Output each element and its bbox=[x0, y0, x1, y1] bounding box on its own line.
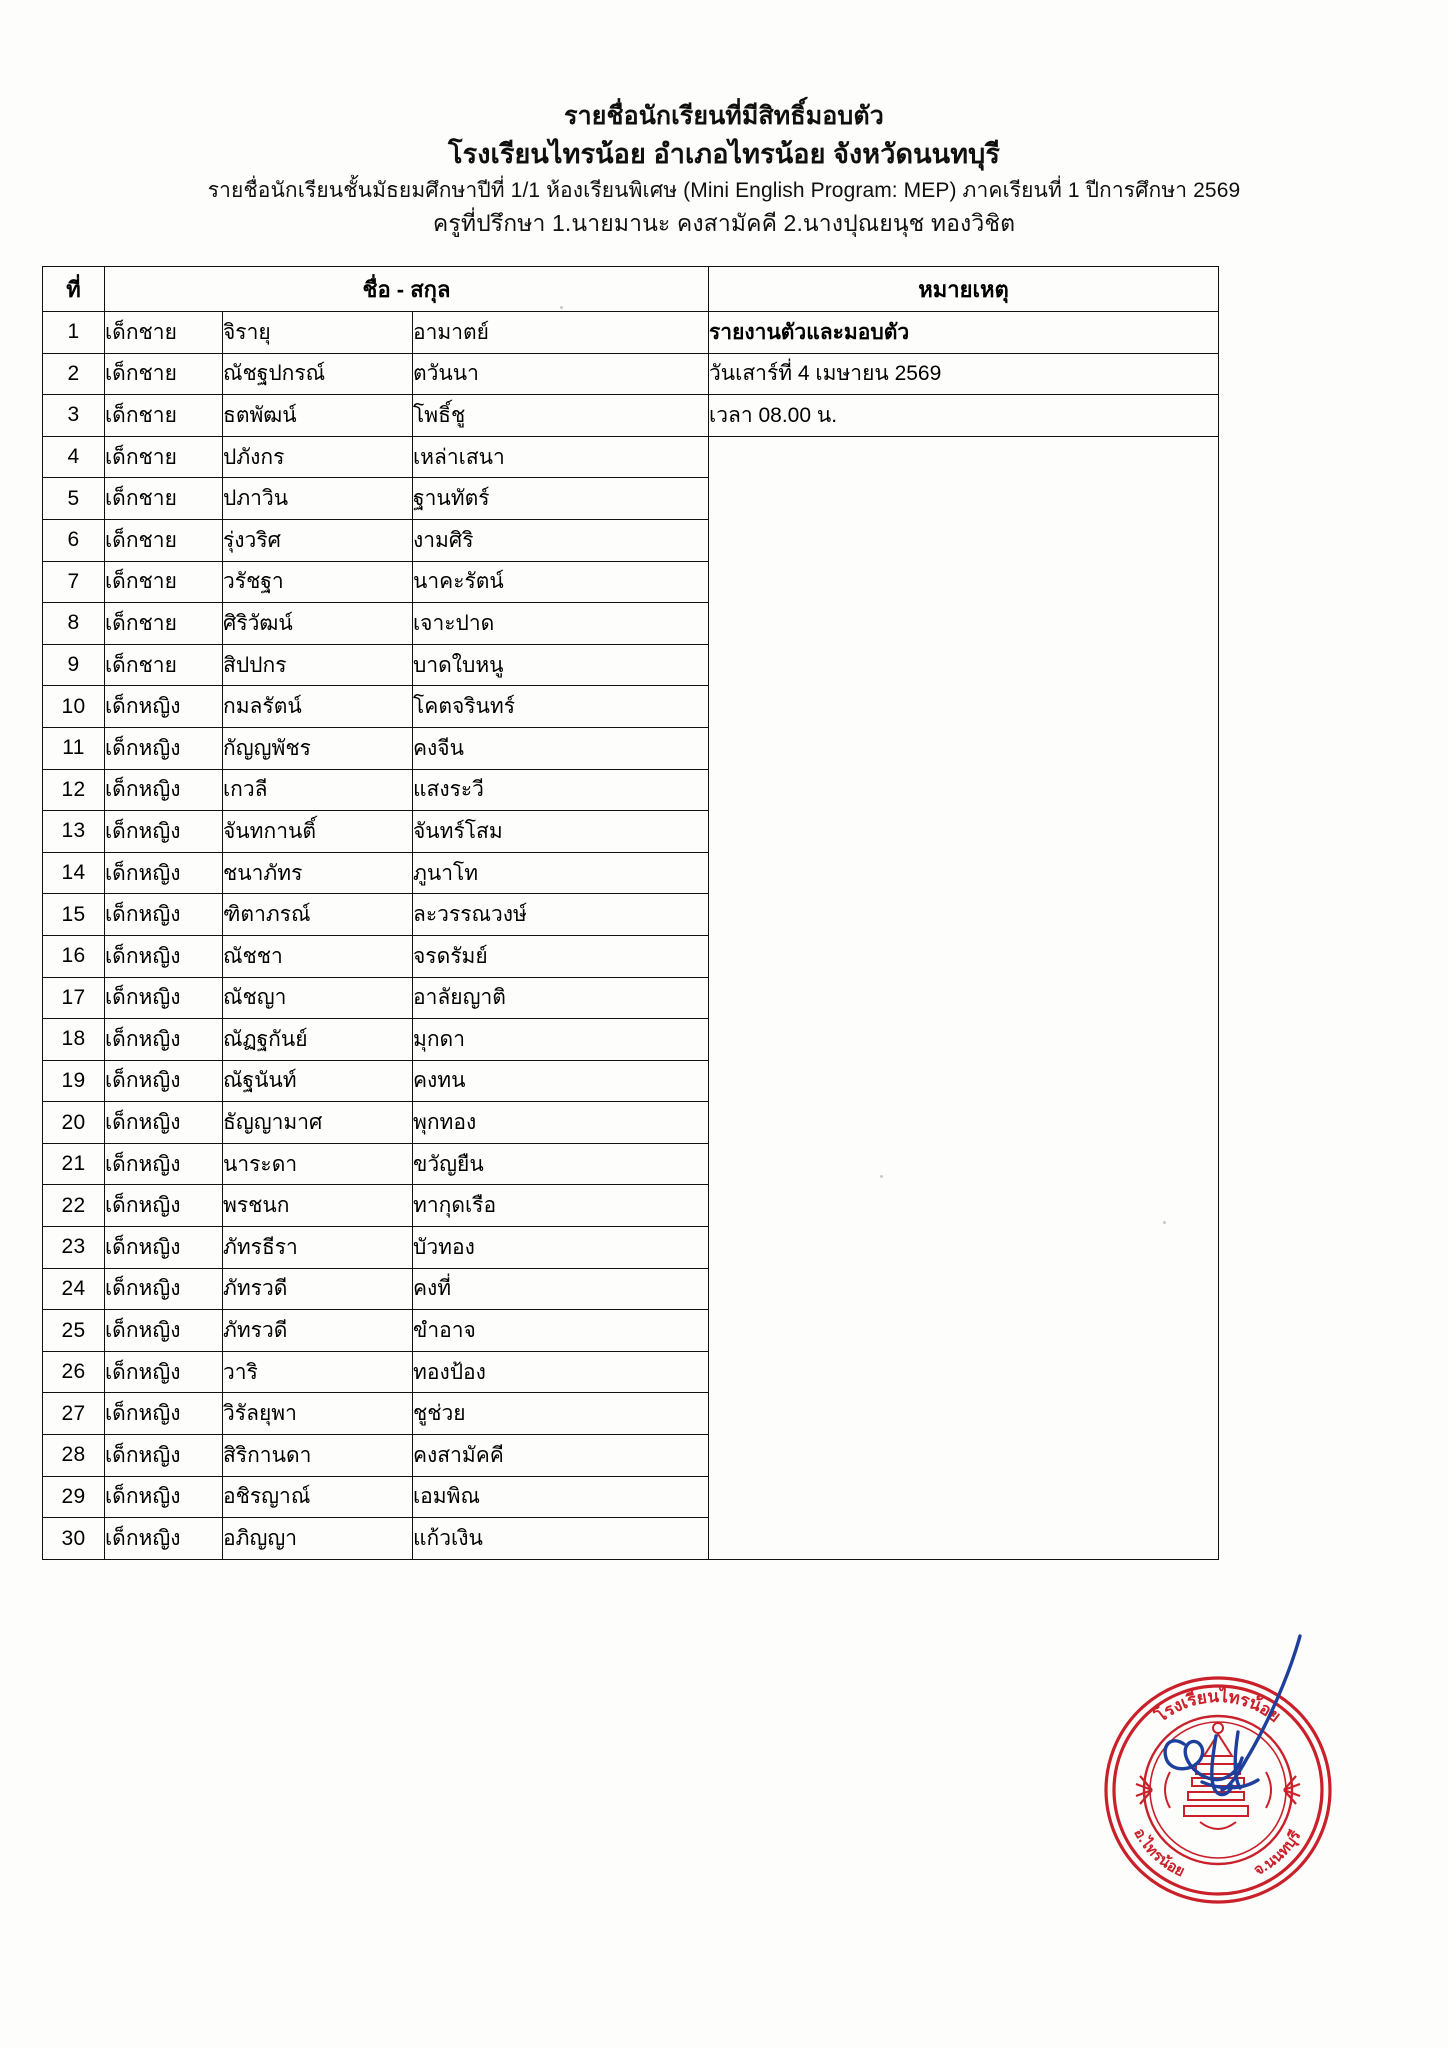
row-number: 8 bbox=[43, 603, 105, 645]
note-cell: วันเสาร์ที่ 4 เมษายน 2569 bbox=[709, 353, 1219, 395]
student-roster-table bbox=[42, 266, 1219, 1560]
table-row bbox=[43, 436, 1219, 478]
student-title: เด็กหญิง bbox=[105, 1476, 223, 1518]
student-lastname: คงที่ bbox=[413, 1268, 709, 1310]
table-row bbox=[43, 395, 1219, 437]
table-body bbox=[43, 312, 1219, 1560]
student-firstname: ณัชฐปกรณ์ bbox=[223, 353, 413, 395]
student-title: เด็กชาย bbox=[105, 603, 223, 645]
row-number: 9 bbox=[43, 644, 105, 686]
row-number: 13 bbox=[43, 811, 105, 853]
student-lastname: โพธิ์ชู bbox=[413, 395, 709, 437]
student-firstname: กัญญพัชร bbox=[223, 727, 413, 769]
student-firstname: ภัทรวดี bbox=[223, 1310, 413, 1352]
student-firstname: เกวลี bbox=[223, 769, 413, 811]
student-firstname: ณัชญา bbox=[223, 977, 413, 1019]
row-number: 14 bbox=[43, 852, 105, 894]
student-lastname: คงทน bbox=[413, 1060, 709, 1102]
row-number: 20 bbox=[43, 1102, 105, 1144]
student-title: เด็กหญิง bbox=[105, 1518, 223, 1560]
student-firstname: รุ่งวริศ bbox=[223, 519, 413, 561]
seal-and-signature-area bbox=[1100, 1672, 1360, 1932]
student-title: เด็กหญิง bbox=[105, 1393, 223, 1435]
document-title: รายชื่อนักเรียนที่มีสิทธิ์มอบตัว bbox=[564, 102, 884, 130]
scan-artifact bbox=[880, 1175, 883, 1178]
student-lastname: อาลัยญาติ bbox=[413, 977, 709, 1019]
column-header-number: ที่ bbox=[43, 267, 105, 312]
student-firstname: สิปปกร bbox=[223, 644, 413, 686]
student-title: เด็กหญิง bbox=[105, 852, 223, 894]
student-firstname: ฑิตาภรณ์ bbox=[223, 894, 413, 936]
student-title: เด็กหญิง bbox=[105, 977, 223, 1019]
student-title: เด็กหญิง bbox=[105, 811, 223, 853]
row-number: 28 bbox=[43, 1435, 105, 1477]
student-title: เด็กชาย bbox=[105, 561, 223, 603]
student-lastname: มุกดา bbox=[413, 1019, 709, 1061]
student-title: เด็กหญิง bbox=[105, 1019, 223, 1061]
student-lastname: ขวัญยืน bbox=[413, 1143, 709, 1185]
seal-bottom-right-text: จ.นนทบุรี bbox=[1251, 1827, 1305, 1880]
row-number: 18 bbox=[43, 1019, 105, 1061]
student-firstname: อชิรญาณ์ bbox=[223, 1476, 413, 1518]
student-title: เด็กหญิง bbox=[105, 1310, 223, 1352]
student-firstname: จันทกานติ์ bbox=[223, 811, 413, 853]
seal-bottom-left-text: อ.ไทรน้อย bbox=[1130, 1825, 1188, 1881]
student-roster-table-wrapper bbox=[42, 266, 1218, 1560]
student-firstname: วิรัลยุพา bbox=[223, 1393, 413, 1435]
row-number: 25 bbox=[43, 1310, 105, 1352]
student-lastname: พุกทอง bbox=[413, 1102, 709, 1144]
student-firstname: ณัฐนันท์ bbox=[223, 1060, 413, 1102]
student-lastname: ขำอาจ bbox=[413, 1310, 709, 1352]
student-lastname: ละวรรณวงษ์ bbox=[413, 894, 709, 936]
row-number: 30 bbox=[43, 1518, 105, 1560]
student-firstname: พรชนก bbox=[223, 1185, 413, 1227]
student-lastname: ฐานทัตร์ bbox=[413, 478, 709, 520]
seal-top-text: โรงเรียนไทรน้อย bbox=[1151, 1686, 1285, 1727]
student-title: เด็กชาย bbox=[105, 395, 223, 437]
row-number: 23 bbox=[43, 1227, 105, 1269]
table-row bbox=[43, 312, 1219, 354]
class-program-line: รายชื่อนักเรียนชั้นมัธยมศึกษาปีที่ 1/1 ห้องเรียนพิเศษ (Mini English Program: MEP) ภาคเรียนที่ 1 ปีการศึกษา 2569 bbox=[207, 178, 1241, 202]
student-lastname: บัวทอง bbox=[413, 1227, 709, 1269]
student-firstname: สิริกานดา bbox=[223, 1435, 413, 1477]
student-title: เด็กหญิง bbox=[105, 1102, 223, 1144]
row-number: 1 bbox=[43, 312, 105, 354]
student-lastname: คงจีน bbox=[413, 727, 709, 769]
row-number: 16 bbox=[43, 935, 105, 977]
student-lastname: ทากุดเรือ bbox=[413, 1185, 709, 1227]
student-lastname: อามาตย์ bbox=[413, 312, 709, 354]
table-row bbox=[43, 353, 1219, 395]
scan-artifact bbox=[1163, 1221, 1166, 1224]
student-lastname: แก้วเงิน bbox=[413, 1518, 709, 1560]
student-lastname: ตวันนา bbox=[413, 353, 709, 395]
student-title: เด็กหญิง bbox=[105, 1351, 223, 1393]
student-lastname: แสงระวี bbox=[413, 769, 709, 811]
row-number: 22 bbox=[43, 1185, 105, 1227]
row-number: 12 bbox=[43, 769, 105, 811]
student-lastname: ทองป้อง bbox=[413, 1351, 709, 1393]
student-lastname: เหล่าเสนา bbox=[413, 436, 709, 478]
row-number: 24 bbox=[43, 1268, 105, 1310]
student-firstname: นาระดา bbox=[223, 1143, 413, 1185]
student-title: เด็กชาย bbox=[105, 353, 223, 395]
row-number: 21 bbox=[43, 1143, 105, 1185]
student-firstname: กมลรัตน์ bbox=[223, 686, 413, 728]
student-title: เด็กหญิง bbox=[105, 894, 223, 936]
row-number: 2 bbox=[43, 353, 105, 395]
row-number: 17 bbox=[43, 977, 105, 1019]
student-firstname: ธัญญามาศ bbox=[223, 1102, 413, 1144]
student-firstname: ชนาภัทร bbox=[223, 852, 413, 894]
student-lastname: ชูช่วย bbox=[413, 1393, 709, 1435]
column-header-note: หมายเหตุ bbox=[709, 267, 1219, 312]
student-title: เด็กชาย bbox=[105, 644, 223, 686]
student-firstname: วรัชฐา bbox=[223, 561, 413, 603]
student-title: เด็กหญิง bbox=[105, 1185, 223, 1227]
row-number: 19 bbox=[43, 1060, 105, 1102]
student-firstname: ปภาวิน bbox=[223, 478, 413, 520]
row-number: 6 bbox=[43, 519, 105, 561]
row-number: 29 bbox=[43, 1476, 105, 1518]
row-number: 4 bbox=[43, 436, 105, 478]
student-firstname: ธตพัฒน์ bbox=[223, 395, 413, 437]
student-firstname: จิรายุ bbox=[223, 312, 413, 354]
student-lastname: เจาะปาด bbox=[413, 603, 709, 645]
student-lastname: จรดรัมย์ bbox=[413, 935, 709, 977]
advisor-teachers-line: ครูที่ปรึกษา 1.นายมานะ คงสามัคคี 2.นางปุณยนุช ทองวิชิต bbox=[432, 210, 1016, 237]
student-lastname: บาดใบหนู bbox=[413, 644, 709, 686]
student-title: เด็กหญิง bbox=[105, 769, 223, 811]
column-header-name: ชื่อ - สกุล bbox=[105, 267, 709, 312]
student-lastname: โคตจรินทร์ bbox=[413, 686, 709, 728]
student-firstname: ศิริวัฒน์ bbox=[223, 603, 413, 645]
student-firstname: ภัทรธีรา bbox=[223, 1227, 413, 1269]
student-lastname: ภูนาโท bbox=[413, 852, 709, 894]
row-number: 10 bbox=[43, 686, 105, 728]
school-name-line: โรงเรียนไทรน้อย อำเภอไทรน้อย จังหวัดนนทบุรี bbox=[448, 139, 1000, 169]
student-title: เด็กชาย bbox=[105, 478, 223, 520]
student-title: เด็กชาย bbox=[105, 312, 223, 354]
student-lastname: คงสามัคคี bbox=[413, 1435, 709, 1477]
scan-artifact bbox=[560, 306, 563, 309]
handwritten-signature bbox=[1150, 1632, 1340, 1842]
student-title: เด็กหญิง bbox=[105, 727, 223, 769]
student-firstname: วาริ bbox=[223, 1351, 413, 1393]
student-firstname: อภิญญา bbox=[223, 1518, 413, 1560]
student-firstname: ณัชชา bbox=[223, 935, 413, 977]
student-title: เด็กชาย bbox=[105, 519, 223, 561]
student-firstname: ภัทรวดี bbox=[223, 1268, 413, 1310]
student-title: เด็กหญิง bbox=[105, 1435, 223, 1477]
student-title: เด็กหญิง bbox=[105, 1268, 223, 1310]
student-title: เด็กหญิง bbox=[105, 1143, 223, 1185]
table-header-row bbox=[43, 267, 1219, 312]
row-number: 27 bbox=[43, 1393, 105, 1435]
row-number: 5 bbox=[43, 478, 105, 520]
student-firstname: ณัฏฐกันย์ bbox=[223, 1019, 413, 1061]
document-header bbox=[0, 100, 1448, 239]
student-title: เด็กชาย bbox=[105, 436, 223, 478]
note-cell: เวลา 08.00 น. bbox=[709, 395, 1219, 437]
student-lastname: เอมพิณ bbox=[413, 1476, 709, 1518]
student-title: เด็กหญิง bbox=[105, 935, 223, 977]
row-number: 15 bbox=[43, 894, 105, 936]
row-number: 26 bbox=[43, 1351, 105, 1393]
row-number: 3 bbox=[43, 395, 105, 437]
note-cell-empty bbox=[709, 436, 1219, 1559]
row-number: 11 bbox=[43, 727, 105, 769]
student-title: เด็กหญิง bbox=[105, 686, 223, 728]
student-lastname: งามศิริ bbox=[413, 519, 709, 561]
student-firstname: ปภังกร bbox=[223, 436, 413, 478]
row-number: 7 bbox=[43, 561, 105, 603]
student-title: เด็กหญิง bbox=[105, 1060, 223, 1102]
student-lastname: นาคะรัตน์ bbox=[413, 561, 709, 603]
student-title: เด็กหญิง bbox=[105, 1227, 223, 1269]
student-lastname: จันทร์โสม bbox=[413, 811, 709, 853]
note-cell: รายงานตัวและมอบตัว bbox=[709, 312, 1219, 354]
